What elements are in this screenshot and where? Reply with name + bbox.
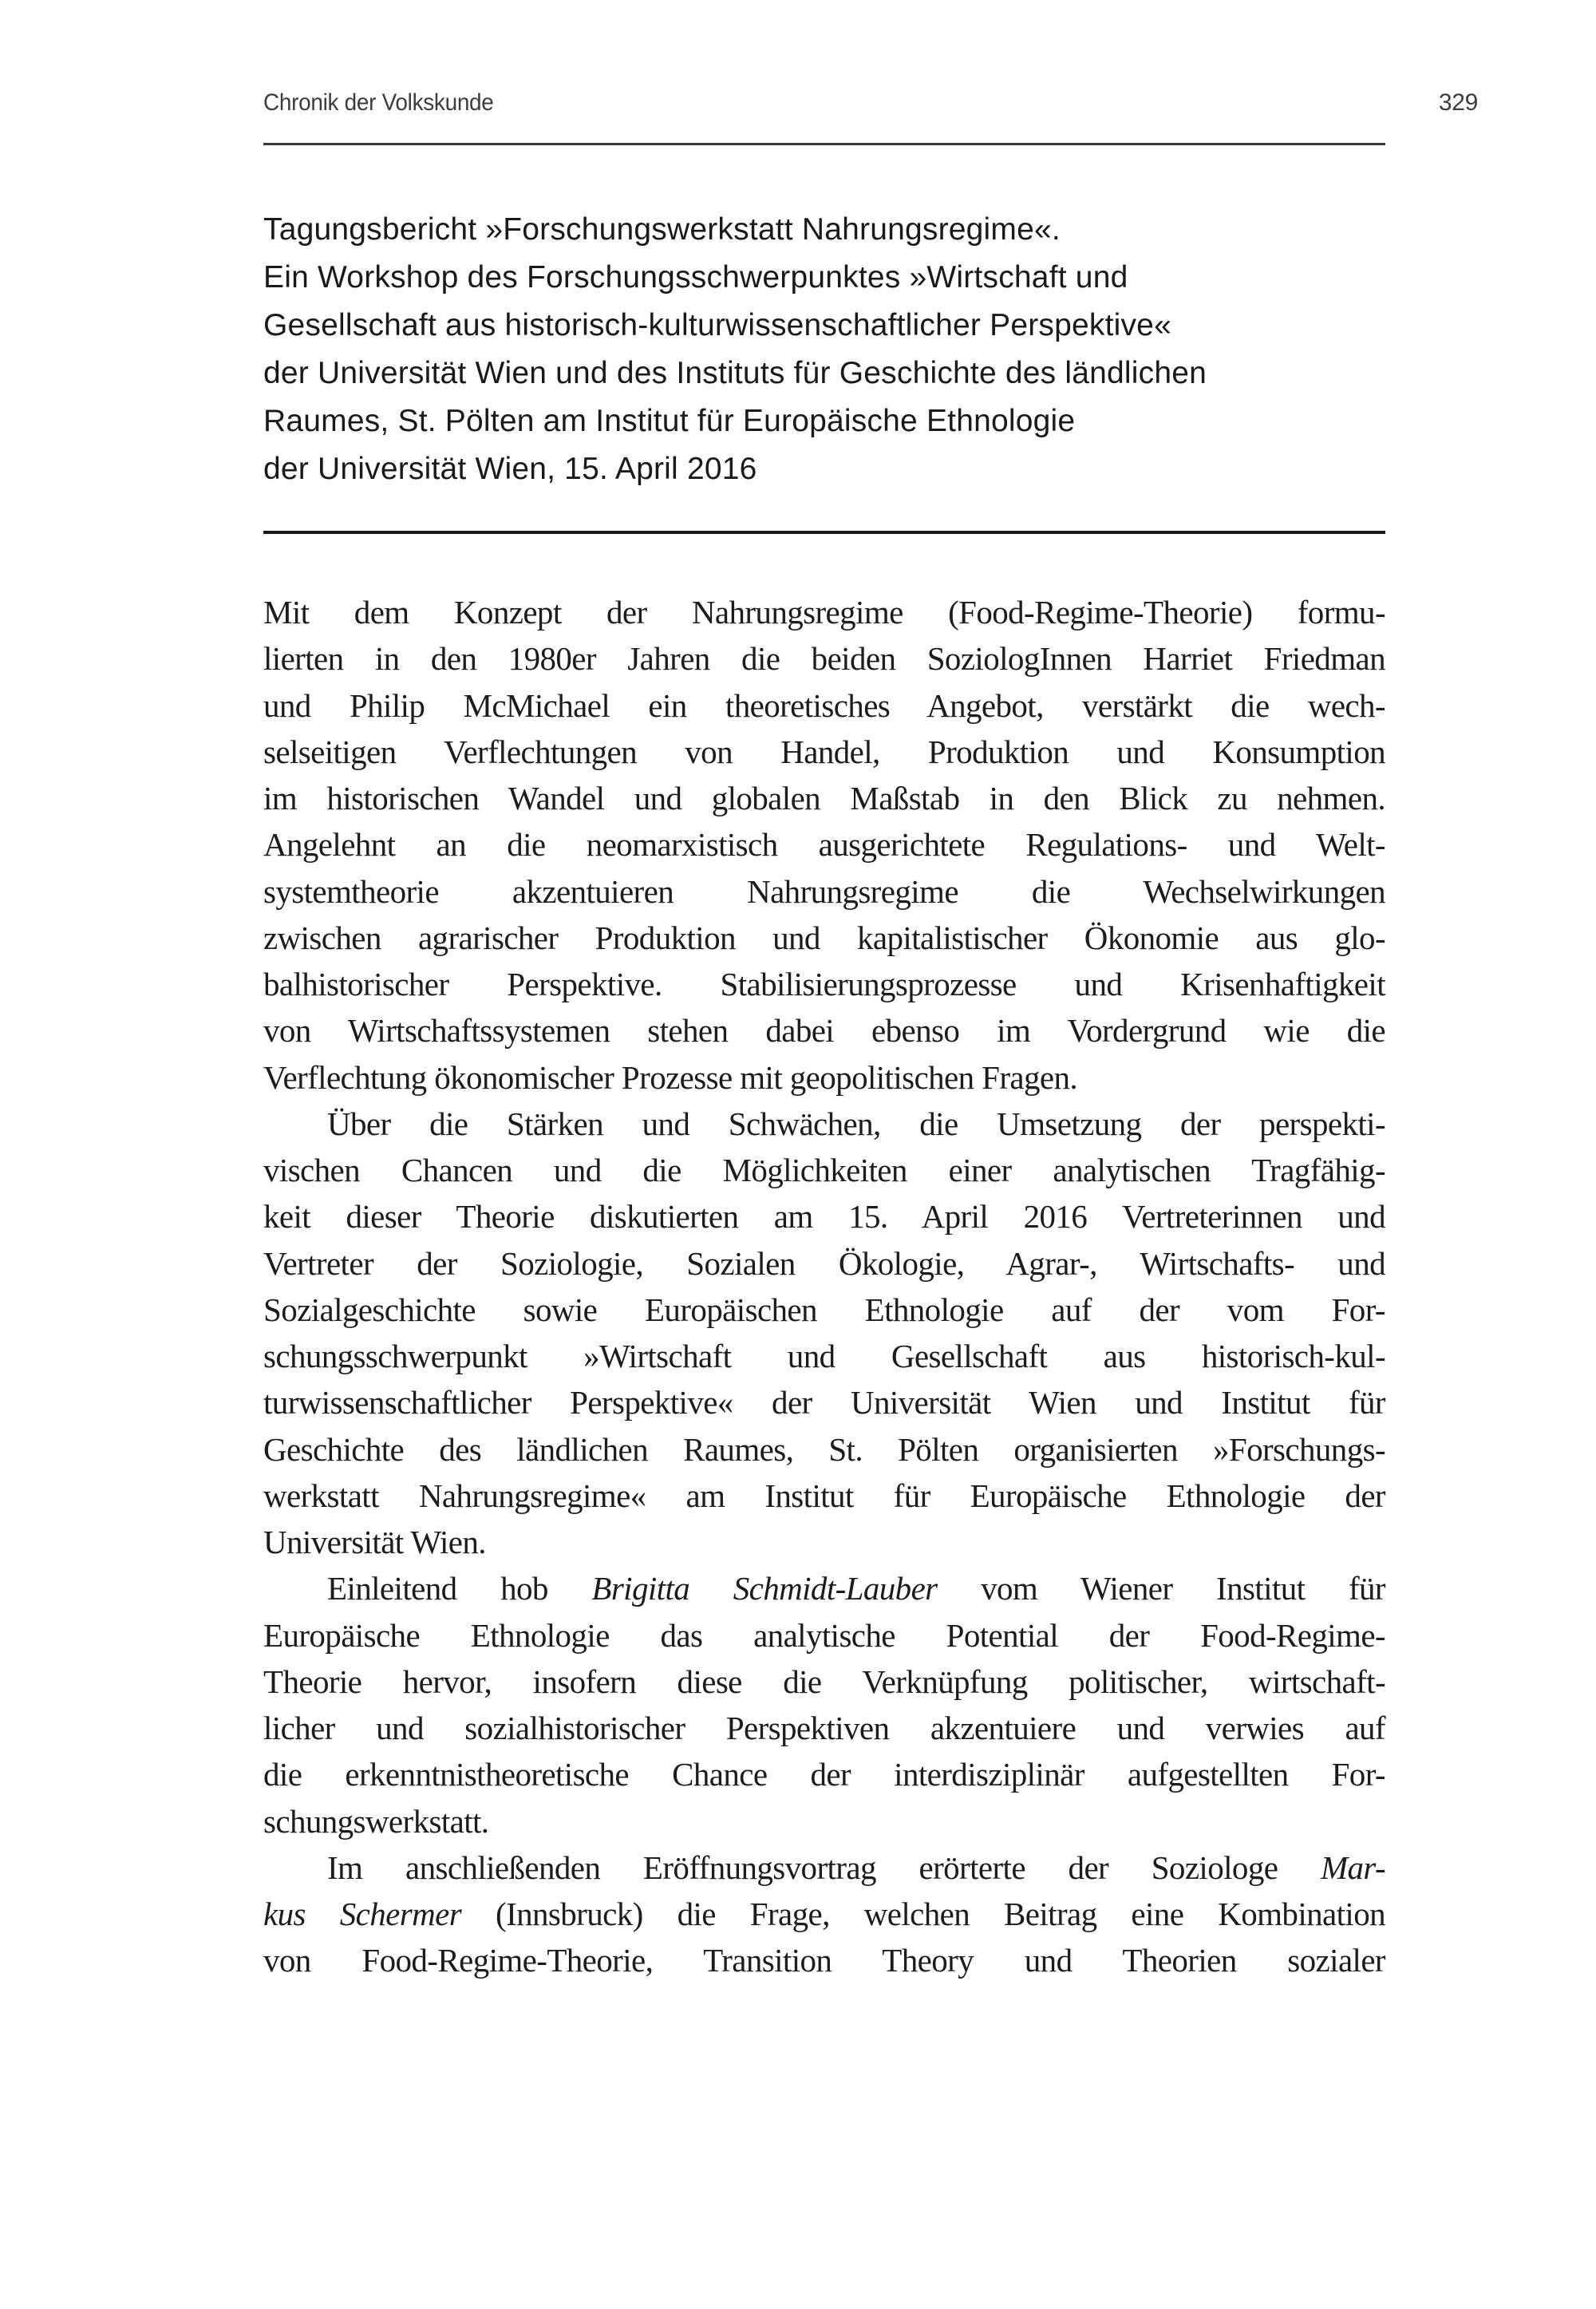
running-head-title: Chronik der Volkskunde <box>263 89 494 116</box>
heading-line: Raumes, St. Pölten am Institut für Europäische Ethnologie <box>263 404 1076 438</box>
body-line <box>263 1426 1385 1473</box>
body-line <box>263 1333 1385 1379</box>
body-line <box>263 1705 1385 1751</box>
body-line <box>263 1379 1385 1425</box>
text-segment: Europäische Ethnologie das analytische Potential der Food-Regime- <box>263 1616 1385 1654</box>
text-segment: von Food-Regime-Theorie, Transition Theory und Theorien sozialer <box>263 1942 1385 1979</box>
body-line <box>263 1659 1385 1705</box>
body-line <box>263 1612 1385 1659</box>
text-segment: Geschichte des ländlichen Raumes, St. Pölten organisierten »Forschungs- <box>263 1430 1385 1468</box>
heading-line: Gesellschaft aus historisch-kulturwissenschaftlicher Perspektive« <box>263 308 1171 342</box>
header-divider <box>263 143 1385 145</box>
body-line <box>263 821 1385 868</box>
text-segment: Über die Stärken und Schwächen, die Umsetzung der perspekti- <box>327 1105 1385 1142</box>
body-line <box>263 1891 1385 1937</box>
body-line <box>263 682 1385 729</box>
body-line <box>263 1240 1385 1287</box>
body-line <box>263 1798 1385 1844</box>
text-segment: schungsschwerpunkt »Wirtschaft und Gesellschaft aus historisch-kul- <box>263 1338 1385 1374</box>
heading-divider <box>263 531 1385 534</box>
heading-line: der Universität Wien und des Instituts für Geschichte des ländlichen <box>263 356 1207 390</box>
text-segment: Theorie hervor, insofern diese die Verknüpfung politischer, wirtschaft- <box>263 1663 1385 1700</box>
text-segment: systemtheorie akzentuieren Nahrungsregime die Wechselwirkungen <box>263 872 1385 910</box>
body-line <box>263 635 1385 682</box>
body-line <box>263 1937 1385 1983</box>
body-line <box>263 775 1385 821</box>
page-number: 329 <box>1438 89 1478 116</box>
text-segment: (Innsbruck) die Frage, welchen Beitrag eine Kombination <box>461 1896 1385 1932</box>
text-segment: vom Wiener Institut für <box>937 1570 1385 1607</box>
text-segment: selseitigen Verflechtungen von Handel, Produktion und Konsumption <box>263 733 1385 770</box>
text-segment: zwischen agrarischer Produktion und kapitalistischer Ökonomie aus glo- <box>263 919 1385 956</box>
text-segment: vischen Chancen und die Möglichkeiten einer analytischen Tragfähig- <box>263 1152 1385 1188</box>
text-segment: turwissenschaftlicher Perspektive« der Universität Wien und Institut für <box>263 1384 1385 1421</box>
body-line <box>263 589 1385 635</box>
text-segment: Verflechtung ökonomischer Prozesse mit geopolitischen Fragen. <box>263 1058 1078 1096</box>
body-line <box>263 915 1385 961</box>
body-line <box>263 1101 1385 1147</box>
body-line <box>263 1473 1385 1519</box>
text-segment: licher und sozialhistorischer Perspektiven akzentuiere und verwies auf <box>263 1710 1385 1746</box>
text-segment: Einleitend hob <box>327 1570 592 1607</box>
body-line <box>263 1844 1385 1891</box>
body-line <box>263 1519 1385 1565</box>
text-segment: Mit dem Konzept der Nahrungsregime (Food-Regime-Theorie) formu- <box>263 594 1385 631</box>
text-segment: und Philip McMichael ein theoretisches Angebot, verstärkt die wech- <box>263 686 1385 724</box>
body-line <box>263 1054 1385 1101</box>
article-heading <box>263 206 1396 493</box>
heading-line: der Universität Wien, 15. April 2016 <box>263 452 757 486</box>
running-head <box>263 89 1478 121</box>
body-line <box>263 1565 1385 1611</box>
person-name: kus Schermer <box>263 1896 462 1932</box>
text-segment: Universität Wien. <box>263 1524 486 1560</box>
text-segment: Vertreter der Soziologie, Sozialen Ökologie, Agrar-, Wirtschafts- und <box>263 1244 1385 1282</box>
body-line <box>263 1193 1385 1240</box>
text-segment: im historischen Wandel und globalen Maßstab in den Blick zu nehmen. <box>263 780 1385 816</box>
text-segment: lierten in den 1980er Jahren die beiden SoziologInnen Harriet Friedman <box>263 640 1385 678</box>
text-segment: keit dieser Theorie diskutierten am 15. April 2016 Vertreterinnen und <box>263 1198 1385 1236</box>
heading-line: Ein Workshop des Forschungsschwerpunktes »Wirtschaft und <box>263 260 1128 295</box>
text-segment: balhistorischer Perspektive. Stabilisierungsprozesse und Krisenhaftigkeit <box>263 966 1385 1002</box>
article-body <box>263 589 1385 1984</box>
person-name: Mar- <box>1320 1848 1385 1886</box>
body-line <box>263 729 1385 775</box>
body-line <box>263 868 1385 915</box>
text-segment: werkstatt Nahrungsregime« am Institut für Europäische Ethnologie der <box>263 1477 1385 1514</box>
body-line <box>263 1007 1385 1054</box>
body-line <box>263 1287 1385 1333</box>
text-segment: von Wirtschaftssystemen stehen dabei ebenso im Vordergrund wie die <box>263 1012 1385 1050</box>
body-line <box>263 1751 1385 1797</box>
text-segment: Im anschließenden Eröffnungsvortrag erörterte der Soziologe <box>327 1848 1321 1886</box>
body-line <box>263 961 1385 1007</box>
body-line <box>263 1147 1385 1193</box>
text-segment: Sozialgeschichte sowie Europäischen Ethnologie auf der vom For- <box>263 1291 1385 1328</box>
heading-line: Tagungsbericht »Forschungswerkstatt Nahrungsregime«. <box>263 212 1061 247</box>
text-segment: die erkenntnistheoretische Chance der interdisziplinär aufgestellten For- <box>263 1756 1385 1793</box>
text-segment: Angelehnt an die neomarxistisch ausgerichtete Regulations- und Welt- <box>263 826 1385 864</box>
person-name: Brigitta Schmidt-Lauber <box>591 1570 938 1607</box>
text-segment: schungswerkstatt. <box>263 1802 489 1840</box>
